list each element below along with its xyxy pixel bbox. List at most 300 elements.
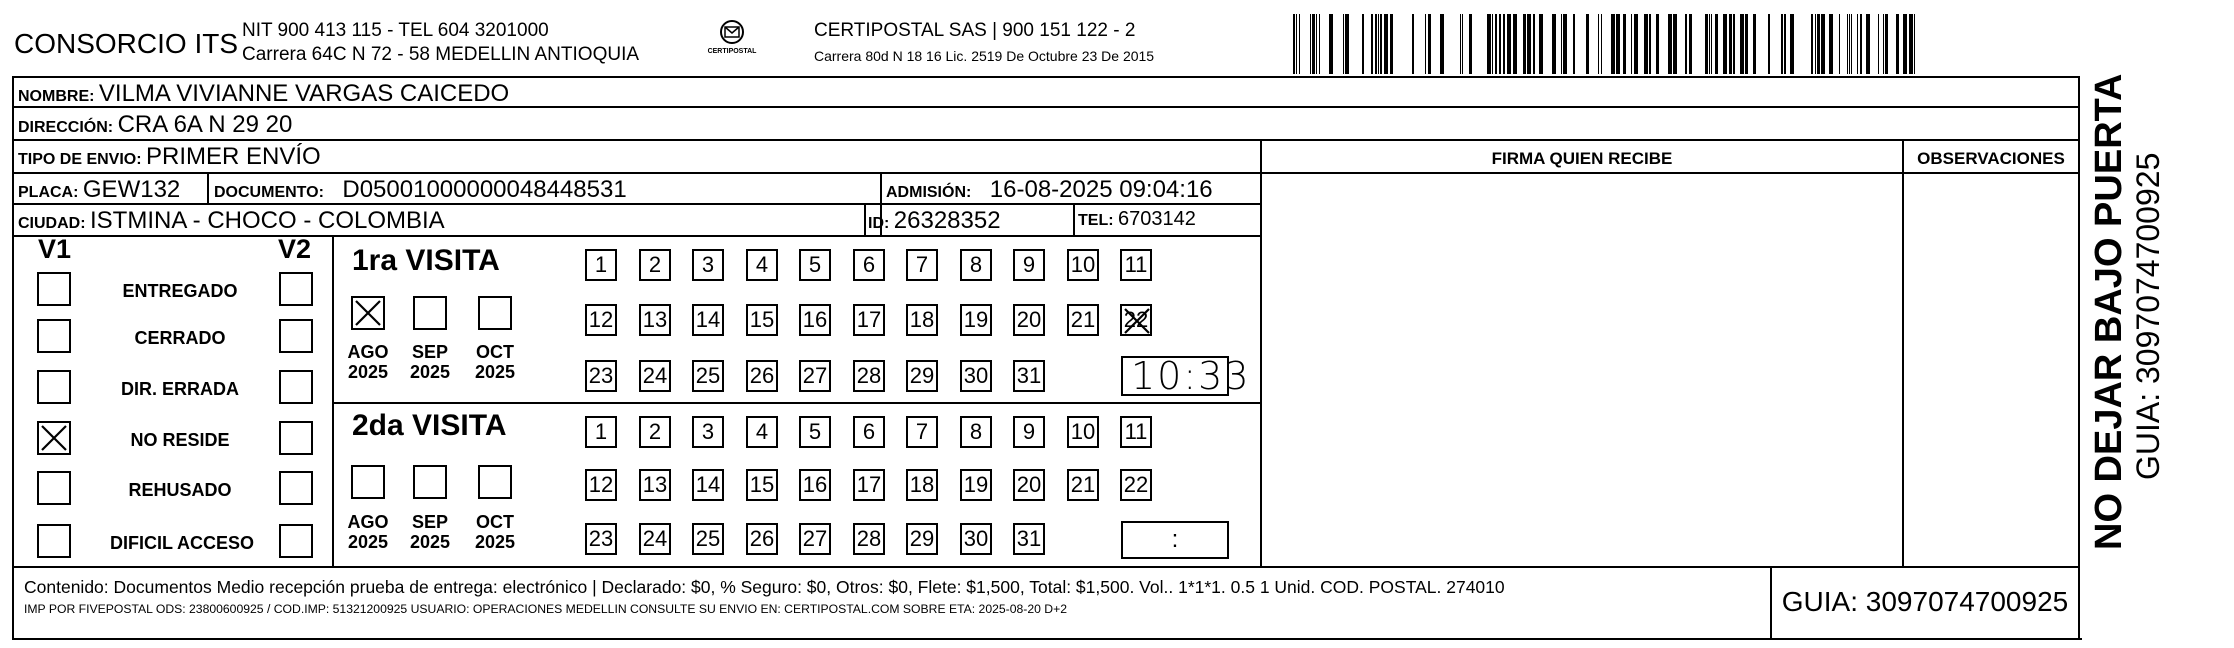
year-label: 2025 (474, 532, 516, 552)
barcode-bar (1492, 14, 1493, 74)
admision-label: ADMISIÓN: (886, 184, 972, 201)
barcode-bar (1503, 14, 1505, 74)
day-box[interactable] (585, 523, 617, 555)
no-dejar-vertical: NO DEJAR BAJO PUERTA (2088, 73, 2130, 550)
barcode-bar (1723, 14, 1727, 74)
day-number: 21 (1070, 472, 1096, 497)
day-box[interactable] (799, 360, 831, 392)
barcode-bar (1644, 14, 1648, 74)
day-box[interactable] (746, 249, 778, 281)
barcode-bar (1425, 14, 1426, 74)
day-box[interactable] (692, 249, 724, 281)
day-number: 25 (695, 526, 721, 551)
day-box[interactable] (585, 360, 617, 392)
guia-vertical: GUIA: 3097074700925 (2130, 152, 2166, 480)
month-checkbox-ago[interactable] (351, 296, 385, 330)
day-box[interactable] (585, 249, 617, 281)
barcode-bar (1896, 14, 1899, 74)
day-box[interactable] (639, 304, 671, 336)
day-box[interactable] (906, 523, 938, 555)
nombre-value: VILMA VIVIANNE VARGAS CAICEDO (98, 80, 510, 107)
barcode-bar (1428, 14, 1431, 74)
logo-text: CERTIPOSTAL (707, 48, 757, 55)
barcode-bar (1857, 14, 1858, 74)
status-option-label: REHUSADO (128, 480, 232, 500)
day-number: 17 (856, 307, 882, 332)
day-number: 19 (963, 472, 989, 497)
day-number: 22 (1123, 472, 1149, 497)
day-number: 11 (1124, 419, 1148, 444)
v1-checkbox[interactable] (37, 524, 71, 558)
barcode-bar (1649, 14, 1651, 74)
day-box[interactable] (1120, 416, 1152, 448)
visit2-title: 2da VISITA (352, 409, 507, 442)
barcode-bar (1909, 14, 1913, 74)
day-box[interactable] (853, 469, 885, 501)
barcode-bar (1781, 14, 1783, 74)
day-box[interactable] (746, 360, 778, 392)
barcode-bar (1507, 14, 1511, 74)
status-option-label: ENTREGADO (122, 281, 238, 301)
footer-guia: GUIA: 3097074700925 (1781, 586, 2069, 617)
barcode-bar (1513, 14, 1517, 74)
ciudad-value: ISTMINA - CHOCO - COLOMBIA (90, 207, 445, 234)
month-checkbox-sep[interactable] (413, 465, 447, 499)
status-option-label: DIFICIL ACCESO (109, 533, 254, 553)
barcode-bar (1611, 14, 1615, 74)
day-box[interactable] (960, 469, 992, 501)
nombre-row (18, 80, 509, 108)
v2-label: V2 (278, 234, 312, 264)
day-box[interactable] (1067, 249, 1099, 281)
barcode-bar (1527, 14, 1531, 74)
day-box[interactable] (692, 469, 724, 501)
barcode-bar (1539, 14, 1543, 74)
month-year-label (343, 342, 393, 382)
barcode-bar (1487, 14, 1491, 74)
placa-value: GEW132 (82, 176, 181, 203)
day-number: 30 (963, 363, 989, 388)
day-number: 9 (1022, 419, 1036, 444)
direccion-row (18, 111, 292, 139)
footer-line2: IMP POR FIVEPOSTAL ODS: 23800600925 / COD.IMP: 51321200925 USUARIO: OPERACIONES MEDELLIN CONSULTE SU ENVIO EN: CERTIPOSTAL.COM SOBRE ETA: 2025-08-20 D+2 (24, 602, 1067, 616)
barcode-bar (1573, 14, 1575, 74)
barcode-bar (1829, 14, 1833, 74)
status-option-label: CERRADO (134, 328, 226, 348)
barcode-bar (1343, 14, 1344, 74)
day-box[interactable] (692, 416, 724, 448)
barcode-bar (1851, 14, 1852, 74)
day-box[interactable] (1120, 469, 1152, 501)
admision-value: 16-08-2025 09:04:16 (989, 176, 1213, 203)
day-x-mark (1122, 306, 1152, 342)
day-number: 3 (701, 252, 715, 277)
barcode-bar (1469, 14, 1472, 74)
certipostal-logo (700, 18, 764, 64)
day-number: 13 (642, 472, 668, 497)
day-number: 16 (802, 472, 828, 497)
v2-checkbox[interactable] (279, 471, 313, 505)
barcode-bar (1561, 14, 1562, 74)
barcode-bar (1656, 14, 1659, 74)
month-checkbox-ago[interactable] (351, 465, 385, 499)
barcode-bar (1462, 14, 1463, 74)
day-box[interactable] (1120, 304, 1152, 336)
day-number: 5 (808, 419, 822, 444)
day-number: 15 (749, 307, 775, 332)
day-number: 7 (915, 252, 929, 277)
barcode-bar (1733, 14, 1735, 74)
day-box[interactable] (585, 469, 617, 501)
day-box[interactable] (1013, 469, 1045, 501)
day-number: 28 (856, 363, 882, 388)
day-number: 13 (642, 307, 668, 332)
day-box[interactable] (1067, 416, 1099, 448)
barcode-bar (1689, 14, 1692, 74)
barcode-bar (1499, 14, 1501, 74)
v2-checkbox[interactable] (279, 524, 313, 558)
day-number: 15 (749, 472, 775, 497)
visit2-time: : (1171, 526, 1179, 553)
month-year-label (343, 512, 393, 552)
day-number: 8 (969, 252, 983, 277)
day-number: 9 (1022, 252, 1036, 277)
barcode-bar (1316, 14, 1317, 74)
day-box[interactable] (906, 304, 938, 336)
day-box[interactable] (639, 360, 671, 392)
barcode-bar (1668, 14, 1672, 74)
company-name: CONSORCIO ITS (14, 28, 239, 59)
barcode-bar (1601, 14, 1602, 74)
day-box[interactable] (1067, 304, 1099, 336)
barcode-bar (1631, 14, 1632, 74)
day-box[interactable] (639, 523, 671, 555)
month-year-label (470, 342, 520, 382)
day-number: 26 (749, 526, 775, 551)
v1-checkbox[interactable] (37, 319, 71, 353)
day-number: 24 (642, 526, 668, 551)
day-number: 17 (856, 472, 882, 497)
month-year-label (405, 342, 455, 382)
id-label: ID: (868, 215, 890, 232)
day-number: 25 (695, 363, 721, 388)
day-number: 6 (862, 419, 876, 444)
day-box[interactable] (853, 523, 885, 555)
day-number: 12 (588, 472, 614, 497)
day-number: 7 (915, 419, 929, 444)
day-number: 20 (1016, 472, 1042, 497)
day-box[interactable] (853, 249, 885, 281)
day-box[interactable] (1067, 469, 1099, 501)
day-box[interactable] (692, 523, 724, 555)
month-label: AGO (347, 512, 389, 532)
month-checkbox-sep[interactable] (413, 296, 447, 330)
day-box[interactable] (799, 416, 831, 448)
status-option-label: DIR. ERRADA (120, 379, 239, 399)
day-box[interactable] (746, 304, 778, 336)
day-box[interactable] (960, 360, 992, 392)
barcode-bar (1319, 14, 1320, 74)
day-box[interactable] (906, 469, 938, 501)
barcode-bar (1523, 14, 1526, 74)
ciudad-label: CIUDAD: (18, 215, 86, 232)
placa-row (18, 176, 180, 204)
day-number: 11 (1124, 252, 1148, 277)
v2-checkbox[interactable] (279, 421, 313, 455)
barcode-bar (1563, 14, 1567, 74)
barcode-bar (1293, 14, 1295, 74)
day-number: 4 (755, 419, 769, 444)
barcode-bar (1790, 14, 1794, 74)
day-number: 28 (856, 526, 882, 551)
day-box[interactable] (1120, 249, 1152, 281)
tipo-row (18, 143, 321, 171)
barcode-bar (1299, 14, 1300, 74)
day-number: 31 (1016, 363, 1042, 388)
day-box[interactable] (960, 523, 992, 555)
day-box[interactable] (639, 249, 671, 281)
barcode-bar (1552, 14, 1556, 74)
day-box[interactable] (960, 249, 992, 281)
day-number: 8 (969, 419, 983, 444)
month-year-label (405, 512, 455, 552)
company-line2: Carrera 64C N 72 - 58 MEDELLIN ANTIOQUIA (242, 44, 640, 65)
day-box[interactable] (853, 416, 885, 448)
day-number: 23 (588, 363, 614, 388)
barcode-bar (1715, 14, 1718, 74)
day-box[interactable] (1013, 523, 1045, 555)
barcode-bar (1623, 14, 1626, 74)
barcode-bar (1375, 14, 1377, 74)
barcode-bar (1811, 14, 1813, 74)
id-value: 26328352 (893, 207, 1001, 234)
v2-checkbox[interactable] (279, 370, 313, 404)
documento-label: DOCUMENTO: (214, 184, 324, 201)
barcode-bar (1390, 14, 1393, 74)
month-label: OCT (476, 512, 514, 532)
barcode-bar (1705, 14, 1708, 74)
day-box[interactable] (799, 523, 831, 555)
year-label: 2025 (347, 532, 389, 552)
day-box[interactable] (692, 304, 724, 336)
year-label: 2025 (474, 362, 516, 382)
barcode-bar (1673, 14, 1677, 74)
barcode-bar (1378, 14, 1379, 74)
month-label: OCT (476, 342, 514, 362)
day-number: 29 (909, 526, 935, 551)
day-number: 1 (594, 252, 608, 277)
barcode-bar (1685, 14, 1687, 74)
day-box[interactable] (853, 304, 885, 336)
firma-header: FIRMA QUIEN RECIBE (1491, 149, 1673, 168)
barcode-bar (1849, 14, 1850, 74)
barcode-bar (1860, 14, 1862, 74)
day-number: 12 (588, 307, 614, 332)
footer-line1: Contenido: Documentos Medio recepción prueba de entrega: electrónico | Declarado: $0, % Seguro: $0, Otros: $0, Flete: $1,500, Total: $1,500. Vol.. 1*1*1. 0.5 1 Unid. COD. POSTAL. 274010 (24, 577, 1505, 597)
day-number: 14 (695, 307, 721, 332)
barcode-bar (1709, 14, 1710, 74)
barcode-bar (1885, 14, 1888, 74)
day-box[interactable] (585, 416, 617, 448)
month-label: SEP (411, 342, 449, 362)
month-label: SEP (411, 512, 449, 532)
day-box[interactable] (799, 304, 831, 336)
v1-checkbox[interactable] (37, 272, 71, 306)
barcode-bar (1847, 14, 1848, 74)
barcode-bar (1745, 14, 1748, 74)
day-number: 27 (802, 363, 828, 388)
day-number: 24 (642, 363, 668, 388)
barcode-bar (1914, 14, 1915, 74)
month-checkbox-oct[interactable] (478, 465, 512, 499)
day-box[interactable] (746, 416, 778, 448)
barcode-bar (1711, 14, 1712, 74)
barcode-bar (1784, 14, 1786, 74)
month-checkbox-oct[interactable] (478, 296, 512, 330)
day-number: 31 (1016, 526, 1042, 551)
placa-label: PLACA: (18, 184, 79, 201)
v1-checkbox[interactable] (37, 471, 71, 505)
barcode-bar (1586, 14, 1589, 74)
day-number: 2 (648, 252, 662, 277)
barcode-bar (1598, 14, 1599, 74)
barcode-bar (1821, 14, 1825, 74)
year-label: 2025 (347, 362, 389, 382)
barcode-bar (1616, 14, 1620, 74)
day-box[interactable] (639, 469, 671, 501)
day-number: 3 (701, 419, 715, 444)
day-number: 16 (802, 307, 828, 332)
status-option-label: NO RESIDE (130, 430, 230, 450)
tipo-value: PRIMER ENVÍO (146, 143, 321, 170)
day-number: 18 (909, 307, 935, 332)
barcode-bar (1362, 14, 1364, 74)
barcode-bar (1753, 14, 1756, 74)
day-box[interactable] (906, 360, 938, 392)
day-number: 5 (808, 252, 822, 277)
barcode-bar (1634, 14, 1638, 74)
day-box[interactable] (906, 416, 938, 448)
barcode-bar (1412, 14, 1414, 74)
day-box[interactable] (960, 416, 992, 448)
day-number: 30 (963, 526, 989, 551)
day-number: 1 (594, 419, 608, 444)
id-row (868, 207, 1001, 235)
barcode-bar (1329, 14, 1333, 74)
month-year-label (470, 512, 520, 552)
day-box[interactable] (1013, 304, 1045, 336)
barcode-bar (1817, 14, 1820, 74)
day-number: 26 (749, 363, 775, 388)
barcode-bar (1460, 14, 1461, 74)
barcode-bar (1380, 14, 1382, 74)
day-box[interactable] (1013, 416, 1045, 448)
barcode-bar (1310, 14, 1311, 74)
day-number: 27 (802, 526, 828, 551)
ciudad-row (18, 207, 445, 235)
day-box[interactable] (799, 469, 831, 501)
barcode-bar (1815, 14, 1816, 74)
barcode-bar (1768, 14, 1770, 74)
day-box[interactable] (746, 469, 778, 501)
v1-checkbox[interactable] (37, 421, 71, 455)
day-box[interactable] (746, 523, 778, 555)
observaciones-header: OBSERVACIONES (1917, 149, 2065, 168)
year-label: 2025 (409, 532, 451, 552)
company-line1: NIT 900 413 115 - TEL 604 3201000 (242, 20, 549, 41)
tel-row (1078, 208, 1196, 231)
visit1-time: 10:33 (1131, 354, 1251, 398)
day-box[interactable] (799, 249, 831, 281)
v2-checkbox[interactable] (279, 272, 313, 306)
day-number: 21 (1070, 307, 1096, 332)
day-box[interactable] (960, 304, 992, 336)
visit2-time-box[interactable] (1121, 521, 1229, 559)
barcode-bar (1440, 14, 1444, 74)
tel-label: TEL: (1078, 212, 1114, 229)
day-box[interactable] (692, 360, 724, 392)
barcode-bar (1533, 14, 1535, 74)
barcode-bar (1312, 14, 1315, 74)
day-box[interactable] (639, 416, 671, 448)
barcode-bar (1729, 14, 1732, 74)
day-number: 23 (588, 526, 614, 551)
barcode-bar (1495, 14, 1497, 74)
day-box[interactable] (853, 360, 885, 392)
day-number: 29 (909, 363, 935, 388)
barcode-bar (1296, 14, 1297, 74)
day-number: 22 (1123, 307, 1149, 332)
tipo-label: TIPO DE ENVIO: (18, 151, 142, 168)
nombre-label: NOMBRE: (18, 88, 95, 105)
direccion-value: CRA 6A N 29 20 (117, 111, 293, 138)
day-number: 4 (755, 252, 769, 277)
day-box[interactable] (1013, 249, 1045, 281)
tel-value: 6703142 (1118, 208, 1196, 230)
carrier-line1: CERTIPOSTAL SAS | 900 151 122 - 2 (814, 20, 1136, 41)
barcode-bar (1345, 14, 1349, 74)
day-number: 14 (695, 472, 721, 497)
admision-row (886, 176, 1213, 204)
barcode-bar (1883, 14, 1884, 74)
barcode-bar (1878, 14, 1879, 74)
year-label: 2025 (409, 362, 451, 382)
day-number: 18 (909, 472, 935, 497)
barcode-bar (1866, 14, 1870, 74)
documento-value: D05001000000048448531 (342, 176, 627, 203)
day-number: 19 (963, 307, 989, 332)
documento-row (214, 176, 627, 204)
barcode-bar (1371, 14, 1373, 74)
v1-label: V1 (38, 234, 72, 264)
v2-checkbox[interactable] (279, 319, 313, 353)
day-number: 20 (1016, 307, 1042, 332)
day-box[interactable] (1013, 360, 1045, 392)
visit1-time-box[interactable] (1121, 354, 1251, 398)
day-box[interactable] (906, 249, 938, 281)
day-number: 10 (1070, 252, 1096, 277)
visit1-title: 1ra VISITA (352, 244, 500, 277)
v1-checkbox[interactable] (37, 370, 71, 404)
direccion-label: DIRECCIÓN: (18, 119, 114, 136)
barcode-bar (1839, 14, 1840, 74)
day-number: 2 (648, 419, 662, 444)
carrier-line2: Carrera 80d N 18 16 Lic. 2519 De Octubre 23 De 2015 (814, 48, 1155, 64)
month-label: AGO (347, 342, 389, 362)
barcode-bar (1903, 14, 1907, 74)
day-box[interactable] (585, 304, 617, 336)
day-number: 10 (1070, 419, 1096, 444)
